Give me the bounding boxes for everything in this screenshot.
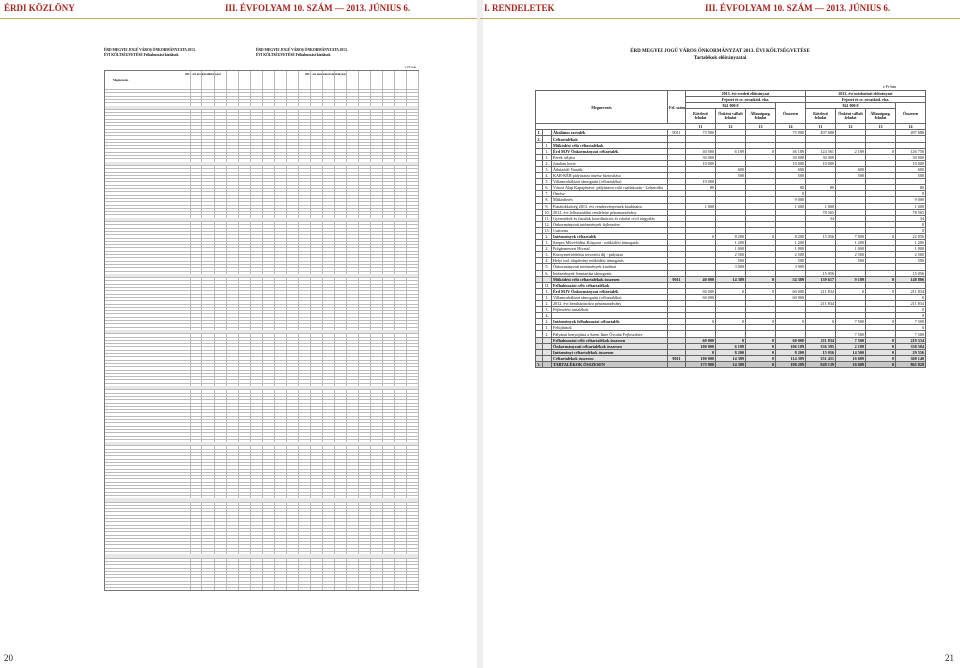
page-number-left: 20 xyxy=(4,653,13,663)
row-fel-szam: 9011 xyxy=(668,355,686,361)
cell-value: 14 389 xyxy=(716,355,746,361)
cell-value: 2 500 xyxy=(716,252,746,258)
cell-value: 600 xyxy=(776,166,806,172)
row-subnumber: 2. xyxy=(543,301,552,307)
cell-value: 7 500 xyxy=(896,319,926,325)
cell-value: 10 000 xyxy=(806,160,836,166)
header-megnevezes: Megnevezés xyxy=(536,91,668,124)
cell-value: 60 000 xyxy=(686,288,716,294)
cell-value: 500 xyxy=(776,258,806,264)
cell-value: 15 056 xyxy=(806,233,836,239)
col-eredeti: 2013. évi eredeti előirányzat xyxy=(185,72,221,76)
cell-value: 497 688 xyxy=(896,130,926,136)
cell-value: 0 xyxy=(746,343,776,349)
row-label: Érd MJV Önkormányzat céltartalék xyxy=(552,148,668,154)
row-label: Működtetés xyxy=(552,197,668,203)
cell-value: 100 000 xyxy=(686,343,716,349)
header-osszesen-2: Összesen xyxy=(896,103,926,124)
cell-value: 1 000 xyxy=(776,246,806,252)
cell-value: 0 xyxy=(866,343,896,349)
row-label: Fiatalokkötség 2013. évi rendezvényeinek kiadásaira xyxy=(552,203,668,209)
column-number: 11 xyxy=(686,124,716,130)
issue-info: III. ÉVFOLYAM 10. SZÁM — 2013. JÚNIUS 6. xyxy=(225,3,411,13)
cell-value: 2 500 xyxy=(776,252,806,258)
row-subnumber: 11. xyxy=(544,215,550,221)
row-subnumber: 12. xyxy=(544,221,550,227)
unit-note: e Ft-ban xyxy=(405,65,417,69)
row-label: Önkormányzati intézmények kiadásai xyxy=(552,264,668,270)
cell-value: 30 000 xyxy=(686,154,716,160)
header-code-2: 841 000 0 xyxy=(806,103,896,109)
row-subnumber: 8. xyxy=(543,197,552,203)
row-subnumber: 1. xyxy=(543,240,552,246)
cell-value: 849 139 xyxy=(806,361,836,367)
cell-value: 6 189 xyxy=(716,148,746,154)
header-fejezet: Fejezet és cr. rovatkód. elsz. xyxy=(686,97,806,103)
row-subnumber: 3. xyxy=(543,252,552,258)
reserves-table xyxy=(535,90,926,368)
row-subnumber: 1. xyxy=(543,325,552,331)
cell-value: 14 389 xyxy=(716,276,746,282)
cell-value: 124 561 xyxy=(806,148,836,154)
column-number: 13 xyxy=(866,124,896,130)
column-number: 12 xyxy=(836,124,866,130)
row-label: Felújítások xyxy=(552,325,668,331)
cell-value: 114 389 xyxy=(776,355,806,361)
cell-value: 46 189 xyxy=(776,148,806,154)
row-label: Fejlesztési tartalékok xyxy=(552,307,668,313)
cell-value: 1 000 xyxy=(806,203,836,209)
row-label: Önkormányzati intézmények fejlesztése xyxy=(552,221,668,227)
header-code: 841 000 0 xyxy=(686,103,776,109)
cell-value: 0 xyxy=(896,227,926,233)
row-fel-szam xyxy=(668,361,686,367)
header-kotelezo-2: Kötelező feladat xyxy=(806,109,836,124)
cell-value: 22 056 xyxy=(896,233,926,239)
row-subnumber: 2. xyxy=(543,246,552,252)
cell-value: 600 xyxy=(716,166,746,172)
cell-value: 15 056 xyxy=(806,270,836,276)
row-subnumber xyxy=(543,361,552,367)
cell-value: 190 289 xyxy=(776,361,806,367)
cell-value: 0 xyxy=(866,349,896,355)
header-eredeti: 2013. évi eredeti előirányzat xyxy=(686,91,806,97)
cell-value: 8 200 xyxy=(716,349,746,355)
cell-value: 0 xyxy=(866,319,896,325)
row-number: 1. xyxy=(537,130,541,136)
cell-value: 34 xyxy=(896,215,926,221)
row-label: Polgármesteri Hivatal xyxy=(552,246,668,252)
row-label: Gyermekek és fiatalok koordinációs és iskolai civil tárgyalás xyxy=(552,215,668,221)
page-header-left xyxy=(0,0,480,19)
row-subnumber: 2. xyxy=(543,160,552,166)
right-page xyxy=(480,0,960,668)
cell-value: 0 xyxy=(896,294,926,300)
cell-value: 9 000 xyxy=(776,197,806,203)
cell-value: 0 xyxy=(746,355,776,361)
cell-value: 500 xyxy=(836,173,866,179)
row-subnumber: 4. xyxy=(543,313,552,319)
cell-value: 80 xyxy=(776,185,806,191)
cell-value: 865 828 xyxy=(896,361,926,367)
cell-value: 500 xyxy=(716,258,746,264)
cell-value: 78 565 xyxy=(806,209,836,215)
row-label: Villamoshálózat támogatás (céltartaléka) xyxy=(552,179,668,185)
cell-value: 0 xyxy=(866,288,896,294)
cell-value: 500 xyxy=(776,173,806,179)
cell-value: 0 xyxy=(746,276,776,282)
header-fejezet-2: Fejezet és cr. rovatkód. elsz. xyxy=(806,97,926,103)
cell-value: 0 xyxy=(866,233,896,239)
cell-value: 60 000 xyxy=(776,337,806,343)
row-subnumber: 4. xyxy=(543,173,552,179)
row-label: Intézmények felhalmozási céltartalék xyxy=(552,319,668,325)
cell-value: 80 xyxy=(896,185,926,191)
cell-value: 0 xyxy=(866,148,896,154)
budget-caption-2: ÉRD MEGYEI JOGÚ VÁROS ÖNKORMÁNYZATA 2013. ÉVI KÖLTSÉGVETÉSE Felhalmozási kiadások xyxy=(256,48,348,57)
row-subnumber: 3. xyxy=(543,307,552,313)
row-label: Felhalmozási célú céltartalékok xyxy=(552,282,668,288)
row-label: Működési célú céltartalékok xyxy=(552,142,668,148)
row-label: Áthúzódó Vonatk. xyxy=(552,166,668,172)
cell-value: 0 xyxy=(746,319,776,325)
header-fel-szam: Fel. szám xyxy=(668,91,686,124)
cell-value: 60 000 xyxy=(686,294,716,300)
cell-value: 16 689 xyxy=(836,355,866,361)
header-onkent: Önként vállalt feladat xyxy=(716,109,746,124)
cell-value: 2 189 xyxy=(836,148,866,154)
table-row xyxy=(536,361,926,367)
column-number: 13 xyxy=(746,124,776,130)
column-number: 14 xyxy=(896,124,926,130)
cell-value: 10 000 xyxy=(686,179,716,185)
cell-value: 7 500 xyxy=(836,337,866,343)
cell-value: 0 xyxy=(866,355,896,361)
page-number-right: 21 xyxy=(945,653,954,663)
col-modositott: 2013. évi módosított előirányzat xyxy=(305,72,346,76)
cell-value: 78 565 xyxy=(896,209,926,215)
cell-value: 0 xyxy=(716,337,746,343)
document-title: ÉRD MEGYEI JOGÚ VÁROS ÖNKORMÁNYZAT 2013. ÉVI KÖLTSÉGVETÉSE xyxy=(630,49,810,54)
row-label: Működési célú céltartalékok összesen xyxy=(552,276,668,282)
cell-value: 9 189 xyxy=(836,276,866,282)
header-allamigazg: Államigazg. feladat xyxy=(746,109,776,124)
row-fel-szam: 9011 xyxy=(668,276,686,282)
cell-value: 1 000 xyxy=(896,203,926,209)
cell-value: 1 000 xyxy=(686,203,716,209)
cell-value: 106 189 xyxy=(776,343,806,349)
cell-value: 219 334 xyxy=(896,337,926,343)
header-osszesen: Összesen xyxy=(776,103,806,124)
cell-value: 3 000 xyxy=(716,264,746,270)
row-number: 2. xyxy=(537,136,541,142)
cell-value: 14 389 xyxy=(716,361,746,367)
cell-value: 15 056 xyxy=(806,349,836,355)
row-label: Helyi tud. alapítvány működési támogatás xyxy=(552,258,668,264)
row-label: TARTALÉKOK ÖSSZESEN xyxy=(552,361,668,367)
row-label: Intézmények fenntartási támogatás xyxy=(552,270,668,276)
cell-value: 1 200 xyxy=(776,240,806,246)
row-label: Jutalom keret xyxy=(552,160,668,166)
cell-value: 0 xyxy=(896,313,926,319)
cell-value: 0 xyxy=(866,361,896,367)
journal-name: ÉRDI KÖZLÖNY xyxy=(4,3,75,13)
cell-value: 211 834 xyxy=(896,288,926,294)
header-allamigazg-2: Államigazg. feladat xyxy=(866,109,896,124)
row-subnumber: 3. xyxy=(543,166,552,172)
row-subnumber: 10. xyxy=(544,209,550,215)
cell-value: 10 000 xyxy=(776,160,806,166)
row-label: Villamoshálózat támogatás (céltartaléka) xyxy=(552,294,668,300)
row-label: Céltartalékok összesen xyxy=(552,355,668,361)
row-label: Céltartalékok xyxy=(552,136,668,142)
cell-value: 211 834 xyxy=(806,337,836,343)
column-number: 14 xyxy=(776,124,806,130)
cell-value: 0 xyxy=(746,288,776,294)
cell-value: 29 556 xyxy=(896,349,926,355)
cell-value: 0 xyxy=(746,233,776,239)
cell-value: 0 xyxy=(746,337,776,343)
header-kotelezo: Kötelező feladat xyxy=(686,109,716,124)
issue-info-right: III. ÉVFOLYAM 10. SZÁM — 2013. JÚNIUS 6. xyxy=(705,3,891,13)
cell-value: 34 xyxy=(806,215,836,221)
capital-expenditure-table xyxy=(104,70,419,591)
cell-value: 497 688 xyxy=(806,130,836,136)
row-subnumber: II. xyxy=(543,282,552,288)
cell-value: 8 200 xyxy=(776,349,806,355)
cell-value: 351 451 xyxy=(806,355,836,361)
row-label: Felhalmozási célú céltartalékok összesen xyxy=(552,337,668,343)
cell-value: 30 000 xyxy=(896,154,926,160)
row-label: KAB-KÉR pályázatra önrész biztosítása xyxy=(552,173,668,179)
row-subnumber: 7. xyxy=(543,191,552,197)
cell-value: 0 xyxy=(896,221,926,227)
row-label: Önkormányzati céltartalékok összesen xyxy=(552,343,668,349)
cell-value: 0 xyxy=(776,191,806,197)
row-subnumber: 2. xyxy=(543,319,552,325)
row-subnumber: 2. xyxy=(543,233,552,239)
cell-value: 1 000 xyxy=(716,246,746,252)
cell-value: 6 189 xyxy=(716,343,746,349)
row-label: Pályázat benyújtása a Szent Imre Óvodai Fejlesztésre xyxy=(552,331,668,337)
cell-value: 80 xyxy=(686,185,716,191)
cell-value: 0 xyxy=(716,319,746,325)
cell-value: 60 000 xyxy=(686,337,716,343)
row-subnumber: 4. xyxy=(543,258,552,264)
cell-value: 0 xyxy=(716,288,746,294)
cell-value: 336 395 xyxy=(806,343,836,349)
row-subnumber: 13. xyxy=(544,227,550,233)
row-label: Csatorna xyxy=(552,227,668,233)
cell-value: 0 xyxy=(896,191,926,197)
cell-value: 9 000 xyxy=(896,197,926,203)
cell-value: 500 xyxy=(836,258,866,264)
cell-value: 0 xyxy=(866,276,896,282)
cell-value: 139 617 xyxy=(806,276,836,282)
row-label: Környezetvédelmi tervezési díj - pályázat xyxy=(552,252,668,258)
cell-value: 0 xyxy=(836,288,866,294)
cell-value: 0 xyxy=(686,319,716,325)
cell-value: 2 500 xyxy=(836,252,866,258)
row-label: Önrész xyxy=(552,191,668,197)
cell-value: 7 000 xyxy=(836,233,866,239)
cell-value: 1 200 xyxy=(836,240,866,246)
section-name: I. RENDELETEK xyxy=(484,3,555,13)
cell-value: 1 000 xyxy=(836,246,866,252)
col-megnevezes: Megnevezés xyxy=(113,78,129,82)
row-label: Városi Alap Kapujénavó, pályázatra való csatlakozás - Leharcába xyxy=(552,185,668,191)
cell-value: 338 584 xyxy=(896,343,926,349)
cell-value: 0 xyxy=(686,349,716,355)
cell-value: 60 000 xyxy=(776,294,806,300)
row-subnumber: 6. xyxy=(543,270,552,276)
row-label: Intézmények céltartalék xyxy=(552,233,668,239)
cell-value: 0 xyxy=(896,325,926,331)
row-label: 2012. évi felhasználási rendeletre pénzmaradvány xyxy=(552,209,668,215)
row-subnumber: 1. xyxy=(543,154,552,160)
cell-value: 3 000 xyxy=(776,264,806,270)
cell-value: 148 806 xyxy=(896,276,926,282)
cell-value: 40 000 xyxy=(686,148,716,154)
cell-value: 0 xyxy=(776,319,806,325)
row-label: Általános tartalék xyxy=(552,130,668,136)
cell-value: 0 xyxy=(746,349,776,355)
row-subnumber: 1. xyxy=(543,148,552,154)
row-subnumber: 1. xyxy=(543,288,552,294)
cell-value: 8 200 xyxy=(716,233,746,239)
budget-caption: ÉRD MEGYEI JOGÚ VÁROS ÖNKORMÁNYZATA 2013. ÉVI KÖLTSÉGVETÉSE Felhalmozási kiadások xyxy=(104,48,196,57)
unit-note-right: e Ft-ban xyxy=(883,84,897,89)
row-fel-szam: 9011 xyxy=(668,130,686,136)
cell-value: 126 750 xyxy=(896,148,926,154)
cell-value: 0 xyxy=(866,337,896,343)
cell-value: 8 200 xyxy=(776,233,806,239)
cell-value: 175 900 xyxy=(686,361,716,367)
cell-value: 30 000 xyxy=(806,154,836,160)
cell-value: 54 389 xyxy=(776,276,806,282)
cell-value: 16 689 xyxy=(836,361,866,367)
cell-value: 500 xyxy=(896,173,926,179)
cell-value: 15 056 xyxy=(896,270,926,276)
page-header-right xyxy=(480,0,960,19)
row-number: 3. xyxy=(537,361,541,367)
cell-value: 2 500 xyxy=(896,252,926,258)
row-subnumber: 9. xyxy=(543,203,552,209)
cell-value: 2 189 xyxy=(836,343,866,349)
cell-value: 30 000 xyxy=(776,154,806,160)
cell-value: 7 500 xyxy=(896,331,926,337)
cell-value: 14 500 xyxy=(836,349,866,355)
column-number: 11 xyxy=(806,124,836,130)
document-subtitle: Tartalékok előirányzatai xyxy=(693,56,747,61)
row-subnumber: 2. xyxy=(543,331,552,337)
cell-value: 1 000 xyxy=(776,203,806,209)
cell-value: 0 xyxy=(746,361,776,367)
cell-value: 10 000 xyxy=(896,160,926,166)
cell-value: 40 000 xyxy=(686,276,716,282)
row-subnumber: 1. xyxy=(543,294,552,300)
cell-value: 75 900 xyxy=(776,130,806,136)
cell-value: 100 000 xyxy=(686,355,716,361)
cell-value: 60 000 xyxy=(776,288,806,294)
cell-value: 368 140 xyxy=(896,355,926,361)
cell-value: 1 000 xyxy=(896,246,926,252)
header-onkent-2: Önként vállalt feladat xyxy=(836,109,866,124)
cell-value: 0 xyxy=(746,148,776,154)
cell-value: 600 xyxy=(836,166,866,172)
cell-value: 0 xyxy=(686,233,716,239)
cell-value: 1 200 xyxy=(896,240,926,246)
cell-value: 0 xyxy=(806,319,836,325)
cell-value: 10 000 xyxy=(686,160,716,166)
row-label: Intézményi céltartalékok összesen xyxy=(552,349,668,355)
row-subnumber: 5. xyxy=(543,179,552,185)
cell-value: 0 xyxy=(896,307,926,313)
header-modositott: 2013. évi módosított előirányzat xyxy=(806,91,926,97)
row-subnumber: 5. xyxy=(543,264,552,270)
row-label: Érd MJV Önkormányzat céltartalék xyxy=(552,288,668,294)
cell-value: 1 200 xyxy=(716,240,746,246)
row-label: Perek céljára xyxy=(552,154,668,160)
column-number: 12 xyxy=(716,124,746,130)
cell-value: 7 500 xyxy=(836,319,866,325)
cell-value: 211 834 xyxy=(806,288,836,294)
cell-value: 500 xyxy=(896,258,926,264)
cell-value: 600 xyxy=(896,166,926,172)
cell-value: 500 xyxy=(716,173,746,179)
cell-value: 80 xyxy=(806,185,836,191)
row-label: Szepes Művelődési Központ - működési támogatás xyxy=(552,240,668,246)
row-label: 2012. évi beruházásokra pénzmaradvány xyxy=(552,301,668,307)
row-subnumber: I. xyxy=(543,142,552,148)
cell-value: 75 900 xyxy=(686,130,716,136)
cell-value: 7 500 xyxy=(836,331,866,337)
cell-value: 211 834 xyxy=(896,301,926,307)
row-subnumber: 6. xyxy=(543,185,552,191)
cell-value: 211 834 xyxy=(806,301,836,307)
